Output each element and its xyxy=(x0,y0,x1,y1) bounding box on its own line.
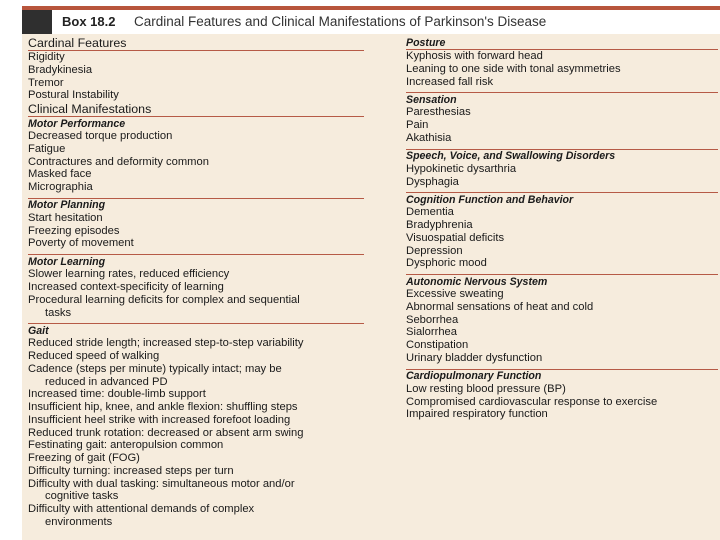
list-item: Abnormal sensations of heat and cold xyxy=(406,300,594,313)
list-item: Bradykinesia xyxy=(28,63,93,76)
list-item: Freezing of gait (FOG) xyxy=(28,452,140,465)
list-item: Leaning to one side with tonal asymmetries xyxy=(406,62,621,75)
box-title: Cardinal Features and Clinical Manifestations of Parkinson's Disease xyxy=(134,14,547,29)
list-item: Urinary bladder dysfunction xyxy=(406,351,543,364)
list-item: Increased time: double-limb support xyxy=(28,388,206,401)
section-title-motor-learning: Motor Learning xyxy=(28,254,364,268)
list-item: Dysphoric mood xyxy=(406,257,487,270)
list-item: Visuospatial deficits xyxy=(406,231,505,244)
list-item: Depression xyxy=(406,244,463,257)
list-item: Fatigue xyxy=(28,142,66,155)
list-item: Cadence (steps per minute) typically intact; may be xyxy=(28,362,282,375)
right-column xyxy=(406,36,718,421)
list-item-continuation: cognitive tasks xyxy=(45,490,119,503)
section-title-motor-planning: Motor Planning xyxy=(28,198,364,212)
list-item: Dementia xyxy=(406,206,454,219)
section-title-cognition: Cognition Function and Behavior xyxy=(406,192,718,206)
list-item-continuation: environments xyxy=(45,515,113,528)
list-item: Difficulty turning: increased steps per turn xyxy=(28,464,234,477)
list-item: Increased context-specificity of learning xyxy=(28,281,224,294)
list-item: Akathisia xyxy=(406,131,452,144)
list-item: Contractures and deformity common xyxy=(28,155,209,168)
list-item: Rigidity xyxy=(28,51,65,63)
list-item: Constipation xyxy=(406,339,469,352)
list-item: Increased fall risk xyxy=(406,75,494,88)
list-item: Compromised cardiovascular response to exercise xyxy=(406,395,658,408)
section-title-cardiopulmonary: Cardiopulmonary Function xyxy=(406,369,718,383)
clinical-manifestations-heading: Clinical Manifestations xyxy=(28,102,152,116)
list-item: Start hesitation xyxy=(28,211,103,224)
list-item: Micrographia xyxy=(28,181,93,194)
list-item: Procedural learning deficits for complex and sequential xyxy=(28,293,300,306)
list-item: Insufficient hip, knee, and ankle flexion: shuffling steps xyxy=(28,401,298,414)
section-title-speech: Speech, Voice, and Swallowing Disorders xyxy=(406,149,718,163)
box-number: Box 18.2 xyxy=(62,14,116,29)
list-item: Tremor xyxy=(28,76,64,89)
list-item: Slower learning rates, reduced efficiency xyxy=(28,268,230,281)
list-item: Pain xyxy=(406,119,429,132)
list-item: Postural Instability xyxy=(28,89,119,102)
list-item: Difficulty with attentional demands of complex xyxy=(28,503,255,516)
list-item: Difficulty with dual tasking: simultaneous motor and/or xyxy=(28,477,295,490)
section-title-gait: Gait xyxy=(28,323,364,337)
header-dark-bar xyxy=(22,10,52,34)
list-item: Poverty of movement xyxy=(28,237,134,250)
section-title-sensation: Sensation xyxy=(406,92,718,106)
list-item: Paresthesias xyxy=(406,106,471,119)
list-item: Masked face xyxy=(28,168,92,181)
list-item: Seborrhea xyxy=(406,313,459,326)
cardinal-features-heading: Cardinal Features xyxy=(28,36,364,51)
list-item: Reduced stride length; increased step-to-step variability xyxy=(28,337,304,350)
section-title-autonomic: Autonomic Nervous System xyxy=(406,274,718,288)
list-item: Impaired respiratory function xyxy=(406,408,548,421)
left-column xyxy=(28,36,364,529)
list-item: Sialorrhea xyxy=(406,326,457,339)
list-item: Kyphosis with forward head xyxy=(406,50,543,63)
list-item: Hypokinetic dysarthria xyxy=(406,162,517,175)
list-item: Excessive sweating xyxy=(406,288,504,301)
section-title-motor-performance: Motor Performance xyxy=(28,116,364,130)
list-item: Festinating gait: anteropulsion common xyxy=(28,439,224,452)
list-item-continuation: reduced in advanced PD xyxy=(45,375,168,388)
list-item: Reduced trunk rotation: decreased or absent arm swing xyxy=(28,426,304,439)
list-item: Decreased torque production xyxy=(28,130,173,143)
list-item: Insufficient heel strike with increased forefoot loading xyxy=(28,413,291,426)
list-item: Freezing episodes xyxy=(28,224,120,237)
list-item: Bradyphrenia xyxy=(406,219,473,232)
list-item: Dysphagia xyxy=(406,175,459,188)
list-item: Reduced speed of walking xyxy=(28,350,160,363)
list-item-continuation: tasks xyxy=(45,306,72,319)
section-title-posture: Posture xyxy=(406,36,718,50)
list-item: Low resting blood pressure (BP) xyxy=(406,382,566,395)
